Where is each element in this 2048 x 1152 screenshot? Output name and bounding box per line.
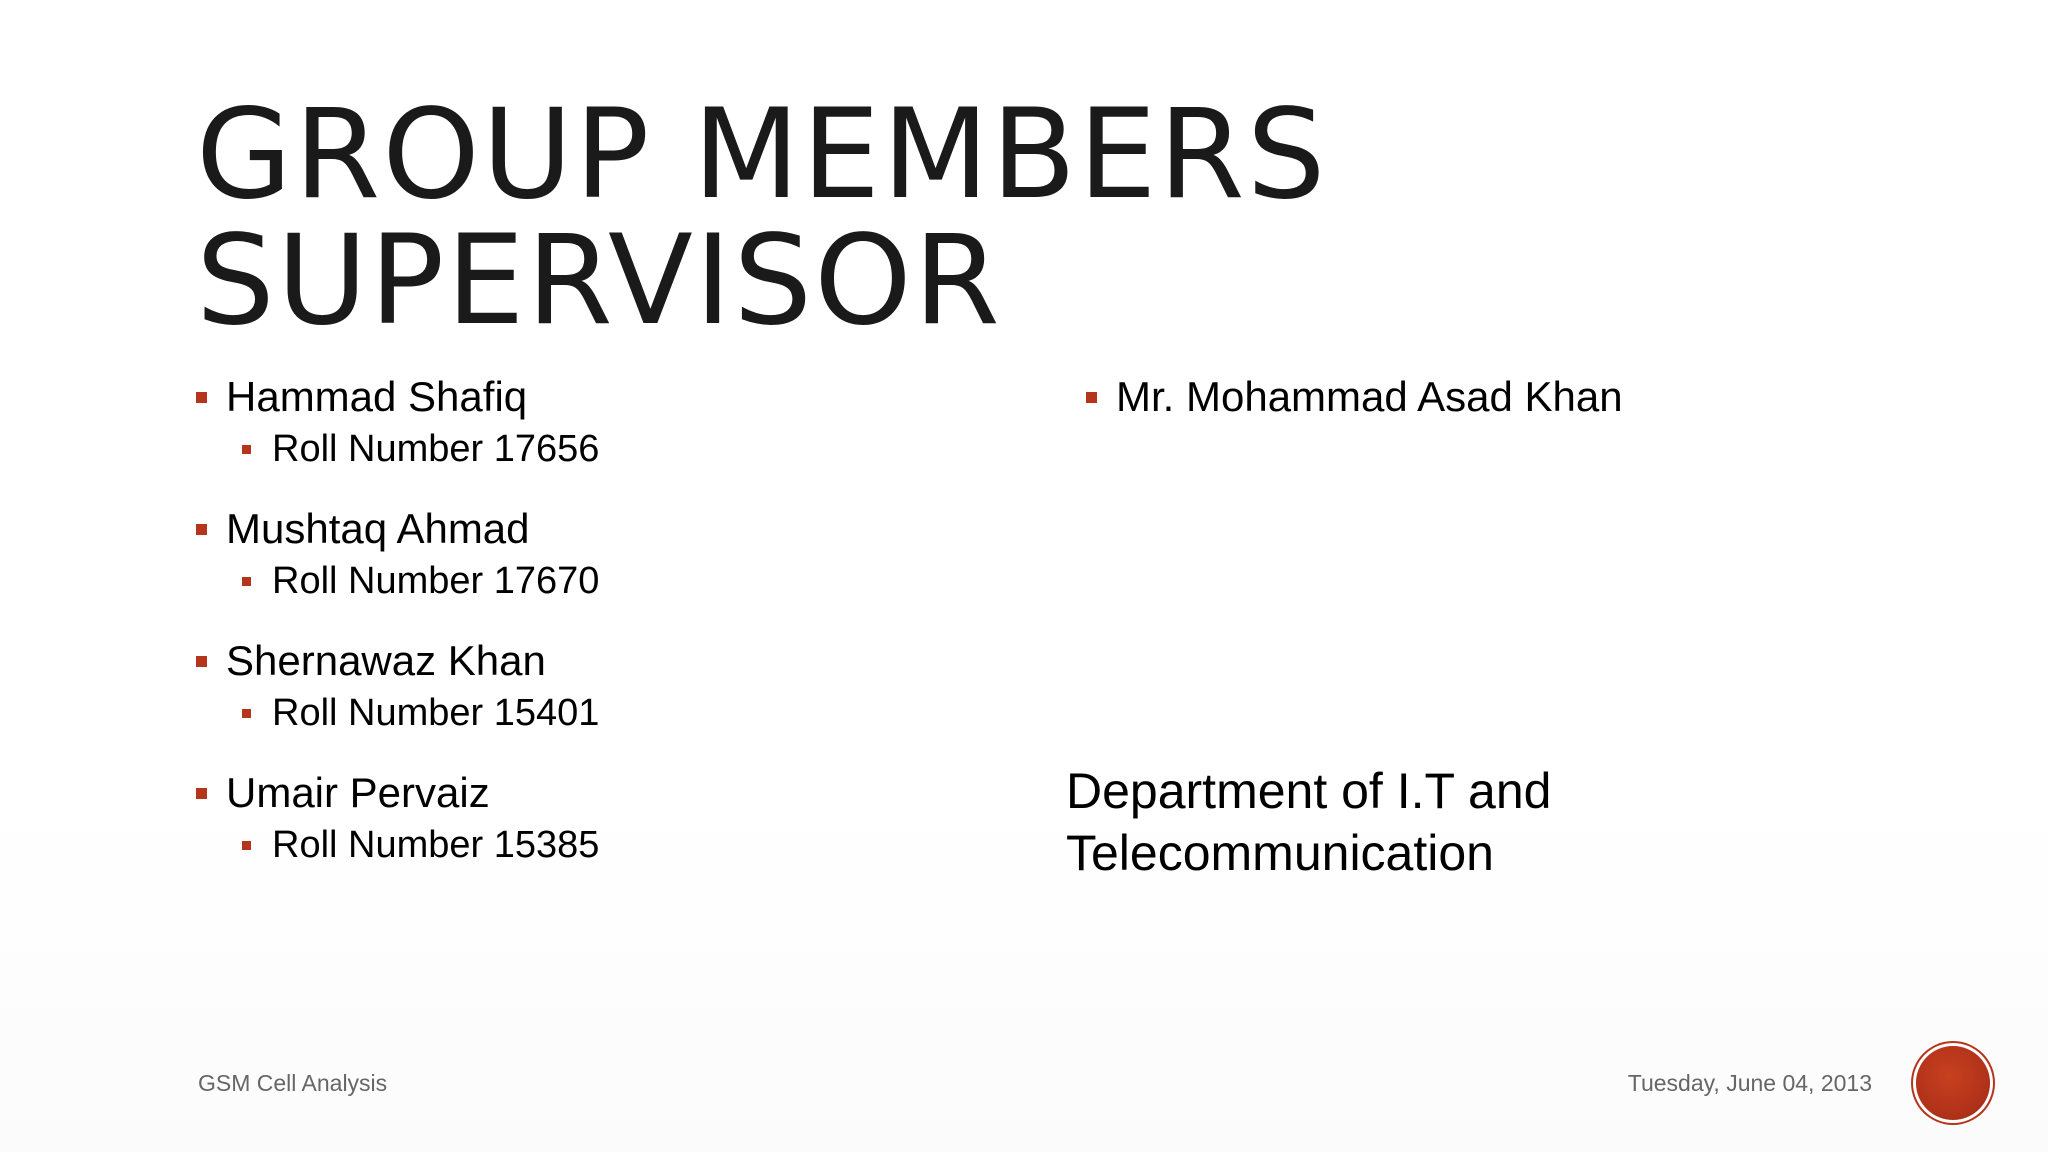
department-text	[1066, 760, 1766, 884]
square-bullet-icon	[242, 841, 251, 850]
department-line-1: Department of I.T and	[1066, 763, 1552, 819]
square-bullet-icon	[196, 788, 207, 799]
member-roll-text: Roll Number 15385	[272, 824, 600, 866]
list-item	[196, 766, 1016, 870]
member-name	[196, 370, 1016, 424]
member-name-text: Hammad Shafiq	[226, 373, 528, 420]
square-bullet-icon	[242, 577, 251, 586]
department-line-2: Telecommunication	[1066, 825, 1494, 881]
member-roll	[242, 556, 1016, 606]
member-roll-text: Roll Number 17656	[272, 428, 600, 470]
square-bullet-icon	[242, 445, 251, 454]
member-name	[196, 502, 1016, 556]
member-name-text: Shernawaz Khan	[226, 637, 546, 684]
member-name-text: Umair Pervaiz	[226, 769, 490, 816]
list-item	[196, 370, 1016, 474]
slide-title	[196, 83, 1328, 353]
supervisor-name	[1086, 370, 1886, 424]
square-bullet-icon	[196, 524, 207, 535]
footer-title: GSM Cell Analysis	[198, 1070, 388, 1096]
square-bullet-icon	[1086, 392, 1097, 403]
square-bullet-icon	[242, 709, 251, 718]
supervisor-list	[1086, 370, 1886, 424]
square-bullet-icon	[196, 392, 207, 403]
member-roll-text: Roll Number 17670	[272, 560, 600, 602]
slide-number-circle-icon	[1916, 1046, 1990, 1120]
group-members-list	[196, 370, 1016, 898]
supervisor-name-text: Mr. Mohammad Asad Khan	[1116, 373, 1623, 420]
footer-date: Tuesday, June 04, 2013	[1627, 1070, 1872, 1096]
member-roll-text: Roll Number 15401	[272, 692, 600, 734]
list-item	[196, 502, 1016, 606]
list-item	[196, 634, 1016, 738]
member-roll	[242, 820, 1016, 870]
member-roll	[242, 424, 1016, 474]
member-name-text: Mushtaq Ahmad	[226, 505, 530, 552]
title-line-1: GROUP MEMBERS	[196, 83, 1328, 227]
member-name	[196, 766, 1016, 820]
member-name	[196, 634, 1016, 688]
square-bullet-icon	[196, 656, 207, 667]
title-line-2: SUPERVISOR	[196, 209, 1002, 353]
member-roll	[242, 688, 1016, 738]
